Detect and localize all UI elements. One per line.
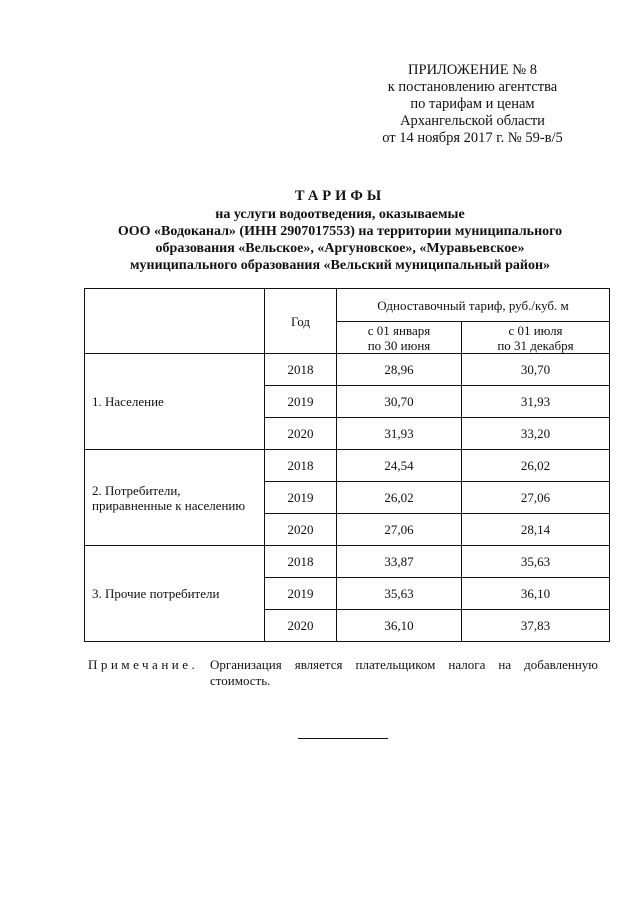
period-header-first-half [337, 322, 462, 354]
tariff-value: 28,14 [462, 514, 610, 546]
tariff-value: 31,93 [337, 418, 462, 450]
tariff-value: 33,20 [462, 418, 610, 450]
tariff-value: 35,63 [462, 546, 610, 578]
category-cell [85, 546, 265, 642]
category-label: 3. Прочие потребители [92, 586, 220, 601]
category-cell [85, 354, 265, 450]
tariff-value: 26,02 [337, 482, 462, 514]
year-cell: 2019 [265, 482, 337, 514]
title-line: на услуги водоотведения, оказываемые [215, 207, 465, 222]
tariff-value: 37,83 [462, 610, 610, 642]
category-header-cell [85, 289, 265, 354]
title-line: ООО «Водоканал» (ИНН 2907017553) на территории муниципального [117, 224, 563, 239]
tariff-value: 33,87 [337, 546, 462, 578]
footnote-text-continued: стоимость. [210, 673, 271, 688]
period-header-line: с 01 июля [508, 322, 563, 338]
document-title [60, 188, 620, 274]
tariff-value: 27,06 [462, 482, 610, 514]
closing-divider [298, 738, 388, 739]
period-header-line: по 31 декабря [497, 337, 574, 353]
category-label: 2. Потребители, [92, 482, 181, 498]
tariff-value: 27,06 [337, 514, 462, 546]
tariff-value: 30,70 [462, 354, 610, 386]
year-cell: 2020 [265, 610, 337, 642]
year-cell: 2018 [265, 354, 337, 386]
footnote-label: Примечание. [88, 657, 199, 672]
appendix-ref-line: Архангельской области [400, 113, 545, 129]
year-cell: 2018 [265, 450, 337, 482]
table-row [85, 450, 610, 482]
year-cell: 2019 [265, 578, 337, 610]
tariff-value: 35,63 [337, 578, 462, 610]
tariff-value: 26,02 [462, 450, 610, 482]
year-cell: 2019 [265, 386, 337, 418]
tariff-header: Одноставочный тариф, руб./куб. м [337, 289, 610, 322]
title-line: образования «Вельское», «Аргуновское», «Муравьевское» [155, 241, 525, 256]
category-cell [85, 450, 265, 546]
tariff-value: 24,54 [337, 450, 462, 482]
footnote [88, 657, 603, 689]
tariff-table [84, 288, 610, 642]
appendix-header [360, 62, 585, 147]
year-cell: 2020 [265, 418, 337, 450]
title-heading: ТАРИФЫ [294, 188, 386, 204]
appendix-number: ПРИЛОЖЕНИЕ № 8 [408, 62, 537, 78]
appendix-ref-line: к постановлению агентства [387, 79, 558, 95]
tariff-value: 30,70 [337, 386, 462, 418]
category-label: 1. Население [92, 394, 164, 409]
tariff-value: 28,96 [337, 354, 462, 386]
period-header-second-half [462, 322, 610, 354]
period-header-line: по 30 июня [367, 337, 431, 353]
appendix-ref-line: по тарифам и ценам [410, 96, 535, 112]
table-row [85, 546, 610, 578]
table-row [85, 354, 610, 386]
appendix-date: от 14 ноября 2017 г. № 59-в/5 [382, 130, 563, 146]
category-label: приравненные к населению [92, 497, 246, 513]
tariff-value: 36,10 [337, 610, 462, 642]
tariff-value: 31,93 [462, 386, 610, 418]
title-line: муниципального образования «Вельский муниципальный район» [129, 258, 551, 273]
year-cell: 2018 [265, 546, 337, 578]
year-header: Год [265, 289, 337, 354]
period-header-line: с 01 января [367, 322, 431, 338]
year-cell: 2020 [265, 514, 337, 546]
tariff-value: 36,10 [462, 578, 610, 610]
footnote-text: Организация является плательщиком налога на добавленную [210, 657, 598, 672]
